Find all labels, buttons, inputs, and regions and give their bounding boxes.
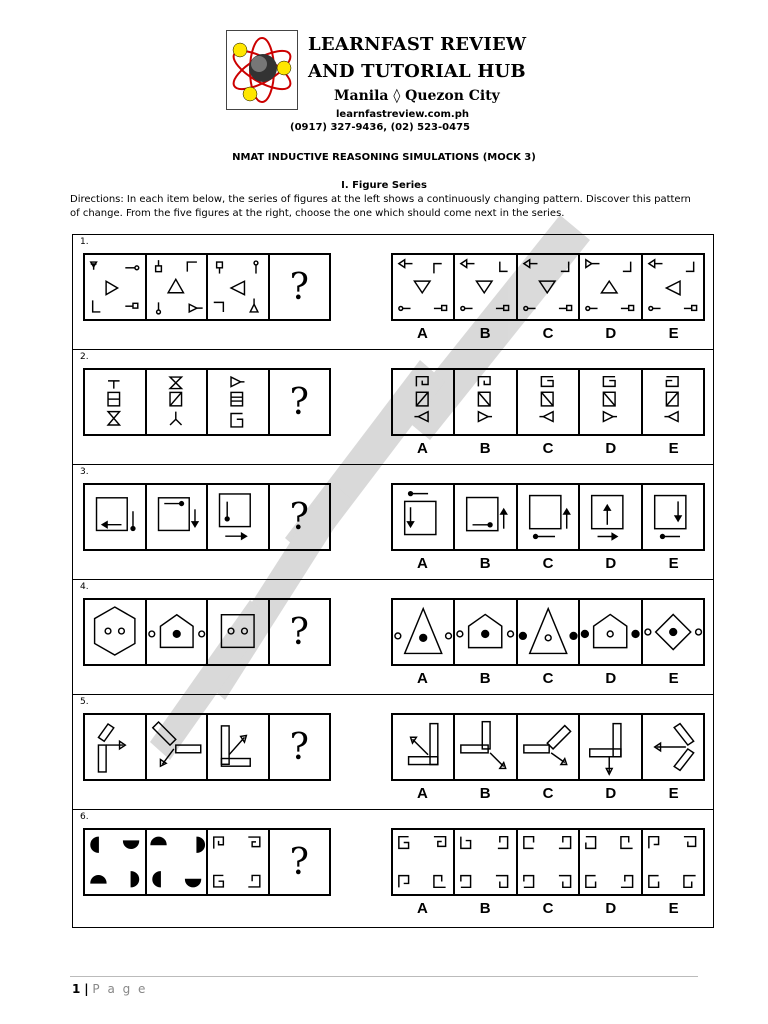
answer-choice-b[interactable]	[455, 715, 517, 779]
answer-choice-b[interactable]	[455, 830, 517, 894]
simulation-title: NMAT INDUCTIVE REASONING SIMULATIONS (MOCK 3)	[232, 152, 536, 163]
answer-choices	[391, 713, 705, 781]
answer-choice-d[interactable]	[580, 485, 642, 549]
question-figures	[83, 598, 331, 666]
question-figure	[147, 600, 209, 664]
figure-series-table	[72, 234, 714, 928]
question-mark: ?	[289, 726, 309, 768]
answer-choice-a[interactable]	[393, 255, 455, 319]
question-figure	[147, 370, 209, 434]
choice-labels	[391, 670, 705, 687]
answer-choice-d[interactable]	[580, 830, 642, 894]
choice-label-d: D	[605, 440, 617, 457]
item-row	[73, 580, 713, 695]
choice-label-e: E	[668, 325, 679, 342]
choice-label-a: A	[416, 440, 428, 457]
question-mark: ?	[289, 611, 309, 653]
item-row	[73, 350, 713, 465]
choice-label-b: B	[479, 440, 491, 457]
answer-choice-d[interactable]	[580, 255, 642, 319]
question-figure	[208, 370, 270, 434]
answer-choice-e[interactable]	[643, 715, 703, 779]
choice-label-b: B	[479, 785, 491, 802]
answer-choice-d[interactable]	[580, 715, 642, 779]
question-figures	[83, 713, 331, 781]
choice-label-e: E	[668, 900, 679, 917]
question-placeholder	[270, 715, 330, 779]
question-figures	[83, 368, 331, 436]
choice-label-b: B	[479, 900, 491, 917]
choice-label-d: D	[605, 900, 617, 917]
choice-labels	[391, 785, 705, 802]
question-figure	[208, 485, 270, 549]
answer-choice-e[interactable]	[643, 485, 703, 549]
answer-choice-b[interactable]	[455, 255, 517, 319]
answer-choices	[391, 483, 705, 551]
question-figure	[85, 715, 147, 779]
item-number: 3.	[80, 467, 89, 477]
answer-choice-a[interactable]	[393, 485, 455, 549]
answer-choice-c[interactable]	[518, 715, 580, 779]
item-row	[73, 695, 713, 810]
page-separator: |	[84, 982, 89, 996]
choice-label-a: A	[416, 785, 428, 802]
question-figures	[83, 253, 331, 321]
choice-label-d: D	[605, 670, 617, 687]
answer-choice-c[interactable]	[518, 485, 580, 549]
choice-labels	[391, 325, 705, 342]
answer-choice-e[interactable]	[643, 600, 703, 664]
page-word: P a g e	[92, 982, 148, 996]
question-placeholder	[270, 370, 330, 434]
item-number: 5.	[80, 697, 89, 707]
answer-choice-b[interactable]	[455, 600, 517, 664]
page-footer	[72, 982, 147, 996]
question-figure	[208, 600, 270, 664]
question-figure	[147, 485, 209, 549]
footer-divider	[70, 976, 698, 977]
question-figure	[85, 830, 147, 894]
answer-choice-a[interactable]	[393, 600, 455, 664]
question-figure	[85, 600, 147, 664]
section-title: I. Figure Series	[341, 180, 427, 191]
question-figures	[83, 483, 331, 551]
question-figure	[147, 255, 209, 319]
choice-label-c: C	[542, 900, 554, 917]
phone-numbers: (0917) 327-9436, (02) 523-0475	[290, 122, 470, 133]
answer-choice-c[interactable]	[518, 255, 580, 319]
choice-label-a: A	[416, 325, 428, 342]
choice-label-c: C	[542, 440, 554, 457]
question-placeholder	[270, 485, 330, 549]
answer-choices	[391, 368, 705, 436]
choice-labels	[391, 900, 705, 917]
item-number: 2.	[80, 352, 89, 362]
choice-label-e: E	[668, 440, 679, 457]
answer-choice-e[interactable]	[643, 370, 703, 434]
choice-label-b: B	[479, 325, 491, 342]
choice-label-c: C	[542, 555, 554, 572]
brand-title-line2: AND TUTORIAL HUB	[308, 61, 526, 82]
question-mark: ?	[289, 266, 309, 308]
brand-title-line1: LEARNFAST REVIEW	[308, 34, 527, 55]
brand-locations: Manila ◊ Quezon City	[334, 88, 500, 104]
choice-label-e: E	[668, 670, 679, 687]
question-placeholder	[270, 600, 330, 664]
choice-labels	[391, 555, 705, 572]
choice-label-c: C	[542, 785, 554, 802]
question-figure	[147, 830, 209, 894]
choice-label-c: C	[542, 670, 554, 687]
answer-choice-d[interactable]	[580, 370, 642, 434]
question-figure	[147, 715, 209, 779]
question-figure	[85, 255, 147, 319]
question-mark: ?	[289, 381, 309, 423]
question-figure	[85, 485, 147, 549]
answer-choice-c[interactable]	[518, 830, 580, 894]
page-number: 1	[72, 982, 81, 996]
answer-choices	[391, 828, 705, 896]
choice-label-b: B	[479, 555, 491, 572]
choice-label-c: C	[542, 325, 554, 342]
choice-label-d: D	[605, 555, 617, 572]
answer-choices	[391, 253, 705, 321]
website[interactable]: learnfastreview.com.ph	[336, 109, 469, 120]
question-placeholder	[270, 830, 330, 894]
question-placeholder	[270, 255, 330, 319]
directions: Directions: In each item below, the series of figures at the left shows a continuously changing pattern. Discover this pattern of change. From the five figures at the right, choose the one which should come next in the series.	[70, 194, 691, 219]
logo	[226, 30, 298, 110]
question-figures	[83, 828, 331, 896]
answer-choice-c[interactable]	[518, 370, 580, 434]
item-number: 6.	[80, 812, 89, 822]
answer-choice-b[interactable]	[455, 485, 517, 549]
choice-label-d: D	[605, 785, 617, 802]
answer-choice-a[interactable]	[393, 830, 455, 894]
item-row	[73, 235, 713, 350]
answer-choices	[391, 598, 705, 666]
answer-choice-b[interactable]	[455, 370, 517, 434]
answer-choice-a[interactable]	[393, 370, 455, 434]
choice-label-a: A	[416, 555, 428, 572]
choice-label-e: E	[668, 555, 679, 572]
choice-label-a: A	[416, 900, 428, 917]
choice-label-e: E	[668, 785, 679, 802]
choice-label-a: A	[416, 670, 428, 687]
question-figure	[208, 830, 270, 894]
answer-choice-e[interactable]	[643, 830, 703, 894]
answer-choice-a[interactable]	[393, 715, 455, 779]
question-mark: ?	[289, 496, 309, 538]
item-number: 1.	[80, 237, 89, 247]
choice-label-d: D	[605, 325, 617, 342]
choice-label-b: B	[479, 670, 491, 687]
answer-choice-c[interactable]	[518, 600, 580, 664]
question-mark: ?	[289, 841, 309, 883]
item-row	[73, 810, 713, 925]
item-row	[73, 465, 713, 580]
question-figure	[208, 715, 270, 779]
question-figure	[85, 370, 147, 434]
answer-choice-d[interactable]	[580, 600, 642, 664]
item-number: 4.	[80, 582, 89, 592]
choice-labels	[391, 440, 705, 457]
question-figure	[208, 255, 270, 319]
answer-choice-e[interactable]	[643, 255, 703, 319]
